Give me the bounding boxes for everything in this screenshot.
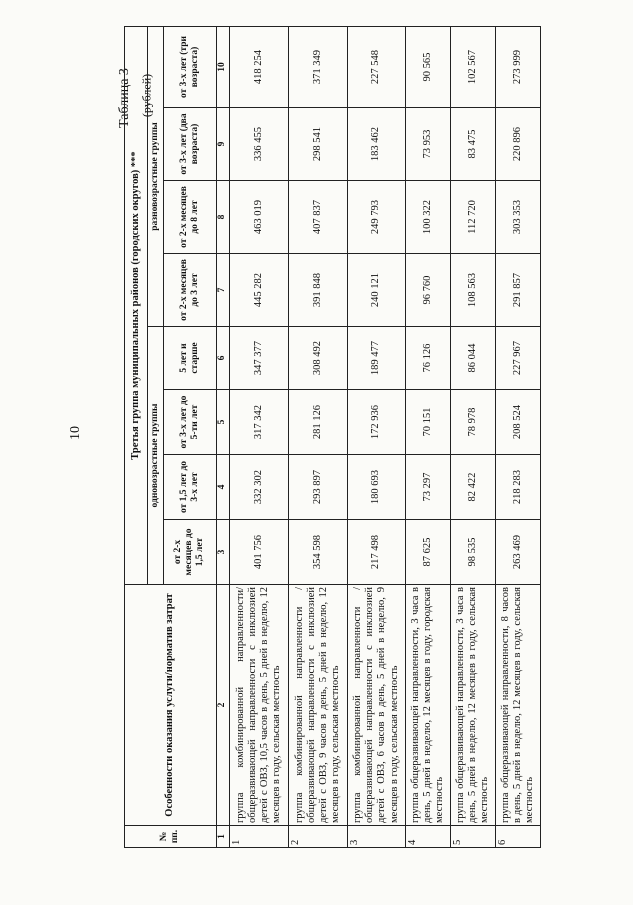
cost-value: 418 254 [230,27,289,108]
table-row [496,27,541,848]
table-row [451,27,496,848]
cost-value: 303 353 [496,181,541,254]
header-col-6: 5 лет и старше [163,327,216,390]
cost-value: 463 019 [230,181,289,254]
table-row [406,27,451,848]
cost-value: 240 121 [347,254,406,327]
cost-value: 317 342 [230,390,289,455]
cost-value: 336 455 [230,108,289,181]
row-number: 3 [347,826,406,848]
cost-value: 73 297 [406,455,451,520]
cost-value: 227 967 [496,327,541,390]
cost-value: 332 302 [230,455,289,520]
header-col-10: от 3-х лет (три возраста) [163,27,216,108]
header-col-3: от 2-х месяцев до 1,5 лет [163,520,216,585]
cost-value: 100 322 [406,181,451,254]
header-col-7: от 2-х месяцев до 3 лет [163,254,216,327]
table-row [347,27,406,848]
cost-value: 102 567 [451,27,496,108]
cost-value: 90 565 [406,27,451,108]
row-number: 6 [496,826,541,848]
cost-value: 108 563 [451,254,496,327]
header-col-5: от 3-х лет до 5-ти лет [163,390,216,455]
header-num: № пп. [125,826,217,848]
row-number: 2 [288,826,347,848]
cost-value: 172 936 [347,390,406,455]
cost-value: 308 492 [288,327,347,390]
cost-value: 407 837 [288,181,347,254]
cost-value: 183 462 [347,108,406,181]
cost-value: 73 953 [406,108,451,181]
cost-value: 263 469 [496,520,541,585]
cost-value: 217 498 [347,520,406,585]
rotated-table-area [124,27,544,848]
cost-norms-table [124,26,541,848]
column-numbers-row [216,27,230,848]
cost-value: 208 524 [496,390,541,455]
cost-value: 273 999 [496,27,541,108]
header-col-8: от 2-х месяцев до 8 лет [163,181,216,254]
cost-value: 98 535 [451,520,496,585]
col-number: 10 [216,27,230,108]
cost-value: 445 282 [230,254,289,327]
row-description: группа комбинированной направленности / общеразвивающей направленности с инклюзией детей с ОВЗ, 6 часов в день, 5 дней в неделю, 9 месяцев в году, сельская местность [347,585,406,826]
cost-value: 293 897 [288,455,347,520]
cost-value: 87 625 [406,520,451,585]
cost-value: 347 377 [230,327,289,390]
header-group-title: Третья группа муниципальных районов (городских округов) *** [125,27,148,585]
header-mixed-age: разновозрастные группы [147,27,163,327]
cost-value: 401 756 [230,520,289,585]
row-number: 1 [230,826,289,848]
cost-value: 83 475 [451,108,496,181]
cost-value: 249 793 [347,181,406,254]
cost-value: 78 978 [451,390,496,455]
cost-value: 227 548 [347,27,406,108]
col-number: 9 [216,108,230,181]
col-number: 8 [216,181,230,254]
table-label: Таблица 3 [117,68,132,128]
col-number: 3 [216,520,230,585]
row-number: 4 [406,826,451,848]
cost-value: 82 422 [451,455,496,520]
cost-value: 391 848 [288,254,347,327]
cost-value: 86 044 [451,327,496,390]
header-col-4: от 1,5 лет до 3-х лет [163,455,216,520]
page-number: 10 [68,426,83,440]
cost-value: 180 693 [347,455,406,520]
col-number: 7 [216,254,230,327]
table-body [230,27,541,848]
cost-value: 70 151 [406,390,451,455]
cost-value: 291 857 [496,254,541,327]
row-description: группа комбинированной направленности / общеразвивающей направленности с инклюзией детей с ОВЗ, 9 часов в день, 5 дней в неделю, 12 месяцев в году, сельская местность [288,585,347,826]
row-description: группа общеразвивающей направленности, 3 часа в день, 5 дней в неделю, 12 месяцев в году, сельская местность [451,585,496,826]
col-number: 2 [216,585,230,826]
col-number: 5 [216,390,230,455]
header-feature: Особенности оказания услуги/норматив затрат [125,585,217,826]
table-row [288,27,347,848]
cost-value: 112 720 [451,181,496,254]
row-description: группа общеразвивающей направленности, 8 часов в день, 5 дней в неделю, 12 месяцев в году, сельская местность [496,585,541,826]
table-container [124,27,541,848]
cost-value: 371 349 [288,27,347,108]
row-description: группа общеразвивающей направленности, 3 часа в день, 5 дней в неделю, 12 месяцев в году, городская местность [406,585,451,826]
col-number: 4 [216,455,230,520]
cost-value: 220 896 [496,108,541,181]
cost-value: 298 541 [288,108,347,181]
cost-value: 281 126 [288,390,347,455]
col-number: 6 [216,327,230,390]
cost-value: 189 477 [347,327,406,390]
cost-value: 218 283 [496,455,541,520]
row-description: группа комбинированной направленности/ общеразвивающей направленности с инклюзией детей с ОВЗ, 10,5 часов в день, 5 дней в неделю, 12 месяцев в году, сельская местность [230,585,289,826]
header-same-age: одновозрастные группы [147,327,163,585]
cost-value: 96 760 [406,254,451,327]
table-row [230,27,289,848]
col-number: 1 [216,826,230,848]
cost-value: 354 598 [288,520,347,585]
cost-value: 76 126 [406,327,451,390]
unit-label: (рублей) [139,73,154,118]
header-col-9: от 3-х лет (два возраста) [163,108,216,181]
row-number: 5 [451,826,496,848]
